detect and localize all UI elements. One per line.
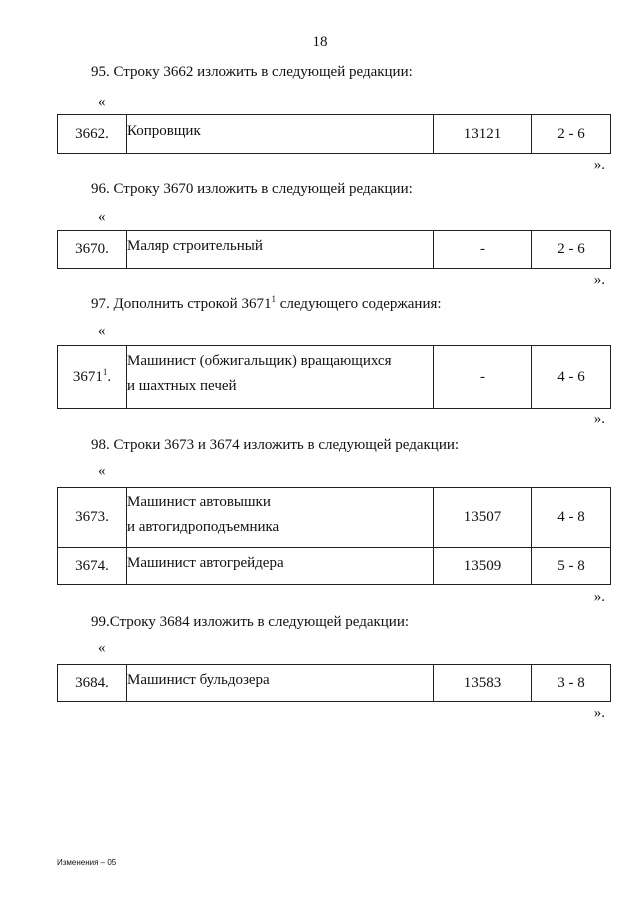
row-occupation-line: Маляр строительный bbox=[127, 238, 263, 254]
row-occupation bbox=[127, 115, 434, 154]
row-occupation bbox=[127, 548, 434, 585]
row-occupation bbox=[127, 346, 434, 409]
row-occupation-line: Машинист автовышки bbox=[127, 494, 271, 510]
section-97-heading-superscript: 1 bbox=[271, 294, 276, 304]
row-occupation-line: Машинист бульдозера bbox=[127, 672, 270, 688]
section-99-heading: 99.Строку 3684 изложить в следующей редакции: bbox=[91, 614, 410, 630]
section-98-table bbox=[57, 487, 611, 585]
row-number: 3674. bbox=[58, 548, 127, 585]
row-range: 5 - 8 bbox=[532, 548, 611, 585]
section-97-close-quote: ». bbox=[593, 411, 605, 427]
row-number: 3671$^1$. bbox=[58, 346, 127, 409]
table-row bbox=[58, 665, 611, 702]
section-96-open-quote: « bbox=[98, 209, 106, 225]
section-95-table bbox=[57, 114, 611, 154]
row-occupation-line: Машинист автогрейдера bbox=[127, 555, 284, 571]
row-number: 3673. bbox=[58, 488, 127, 548]
section-97-table bbox=[57, 345, 611, 409]
section-96-heading: 96. Строку 3670 изложить в следующей редакции: bbox=[91, 181, 413, 197]
section-96-table bbox=[57, 230, 611, 269]
table-row bbox=[58, 115, 611, 154]
table-row bbox=[58, 488, 611, 548]
row-range: 3 - 8 bbox=[532, 665, 611, 702]
section-96-close-quote: ». bbox=[593, 272, 605, 288]
row-range: 2 - 6 bbox=[532, 231, 611, 269]
section-98-close-quote: ». bbox=[593, 589, 605, 605]
row-range: 4 - 8 bbox=[532, 488, 611, 548]
table-row bbox=[58, 346, 611, 409]
row-range: 4 - 6 bbox=[532, 346, 611, 409]
row-occupation-line: Копровщик bbox=[127, 123, 201, 139]
section-99-close-quote: ». bbox=[593, 705, 605, 721]
row-occupation-line: Машинист (обжигальщик) вращающихся bbox=[127, 353, 392, 369]
section-95-open-quote: « bbox=[98, 94, 106, 110]
row-number: 3684. bbox=[58, 665, 127, 702]
section-95-close-quote: ». bbox=[593, 157, 605, 173]
row-code: - bbox=[434, 346, 532, 409]
row-occupation bbox=[127, 231, 434, 269]
row-range: 2 - 6 bbox=[532, 115, 611, 154]
table-row bbox=[58, 548, 611, 585]
row-occupation bbox=[127, 665, 434, 702]
row-number: 3670. bbox=[58, 231, 127, 269]
row-code: 13121 bbox=[434, 115, 532, 154]
row-code: 13507 bbox=[434, 488, 532, 548]
row-number-superscript: 1 bbox=[102, 366, 108, 377]
row-code: 13583 bbox=[434, 665, 532, 702]
section-97-heading bbox=[91, 296, 442, 313]
section-99-open-quote: « bbox=[98, 640, 106, 656]
row-code: 13509 bbox=[434, 548, 532, 585]
row-occupation-line: и автогидроподъемника bbox=[127, 519, 280, 535]
row-occupation bbox=[127, 488, 434, 548]
row-code: - bbox=[434, 231, 532, 269]
table-row bbox=[58, 231, 611, 269]
section-97-open-quote: « bbox=[98, 323, 106, 339]
section-95-heading: 95. Строку 3662 изложить в следующей редакции: bbox=[91, 64, 413, 80]
section-97-heading-text: 97. Дополнить строкой 3671 bbox=[91, 296, 272, 312]
section-97-heading-text-end: следующего содержания: bbox=[275, 296, 442, 312]
section-99-table bbox=[57, 664, 611, 702]
page-number: 18 bbox=[312, 34, 328, 50]
section-98-open-quote: « bbox=[98, 463, 106, 479]
row-number: 3662. bbox=[58, 115, 127, 154]
row-occupation-line: и шахтных печей bbox=[127, 378, 237, 394]
footer-note: Изменения – 05 bbox=[57, 858, 117, 867]
section-98-heading: 98. Строки 3673 и 3674 изложить в следующей редакции: bbox=[91, 437, 460, 453]
